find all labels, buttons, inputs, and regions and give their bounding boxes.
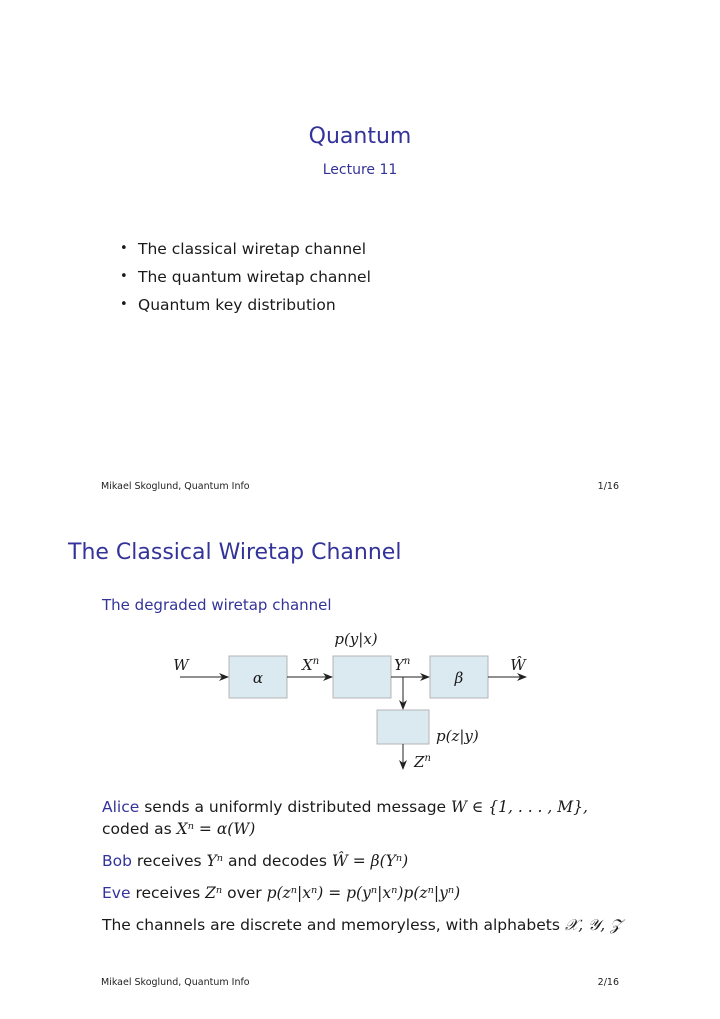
channels-line: The channels are discrete and memoryless, with alphabets 𝒳, 𝒴, 𝒵 [102, 916, 622, 934]
yn-label: $Y^n$ [394, 656, 411, 674]
alice-line-2: coded as Xⁿ = α(W) [102, 820, 256, 838]
slide-2 [0, 510, 720, 1019]
alpha-label: α [252, 669, 264, 687]
page-number: 2/16 [597, 977, 619, 988]
bullet-icon: • [120, 269, 128, 284]
xn-label: $X^n$ [302, 656, 320, 674]
w-label: W [173, 656, 189, 674]
alice-line-1: Alice sends a uniformly distributed message W ∈ {1, . . . , M}, [102, 798, 588, 816]
footer-author: Mikael Skoglund, Quantum Info [101, 977, 250, 988]
zn-label: $Z^n$ [414, 753, 431, 771]
alice-name: Alice [102, 798, 140, 816]
what-label: Ŵ [510, 656, 526, 674]
pzy-label: p(z|y) [436, 727, 479, 745]
alice-math-2: Xⁿ = α(W) [176, 820, 256, 838]
bullet-item: • The quantum wiretap channel [120, 263, 371, 291]
bob-line: Bob receives Yⁿ and decodes Ŵ = β(Yⁿ) [102, 852, 409, 870]
slide-subtitle: The degraded wiretap channel [102, 596, 332, 614]
alice-math-1: W ∈ {1, . . . , M}, [451, 798, 588, 816]
slide-subtitle: Lecture 11 [322, 162, 398, 178]
bullet-icon: • [120, 241, 128, 256]
wiretap-diagram [0, 510, 720, 1019]
slide-title: The Classical Wiretap Channel [68, 540, 402, 565]
slide-title: Quantum [308, 124, 412, 149]
main-channel-box [333, 656, 391, 698]
eve-name: Eve [102, 884, 131, 902]
pyx-label: p(y|x) [334, 630, 378, 648]
bob-name: Bob [102, 852, 132, 870]
footer-author: Mikael Skoglund, Quantum Info [101, 481, 250, 492]
bullet-item: • Quantum key distribution [120, 291, 371, 319]
page-number: 1/16 [597, 481, 619, 492]
beta-label: β [454, 669, 464, 687]
bullet-list [120, 235, 371, 319]
eve-line: Eve receives Zⁿ over p(zⁿ|xⁿ) = p(yⁿ|xⁿ)p(zⁿ|yⁿ) [102, 884, 461, 902]
bullet-icon: • [120, 297, 128, 312]
slide-1 [0, 0, 720, 509]
bullet-item: • The classical wiretap channel [120, 235, 371, 263]
eve-channel-box [377, 710, 429, 744]
